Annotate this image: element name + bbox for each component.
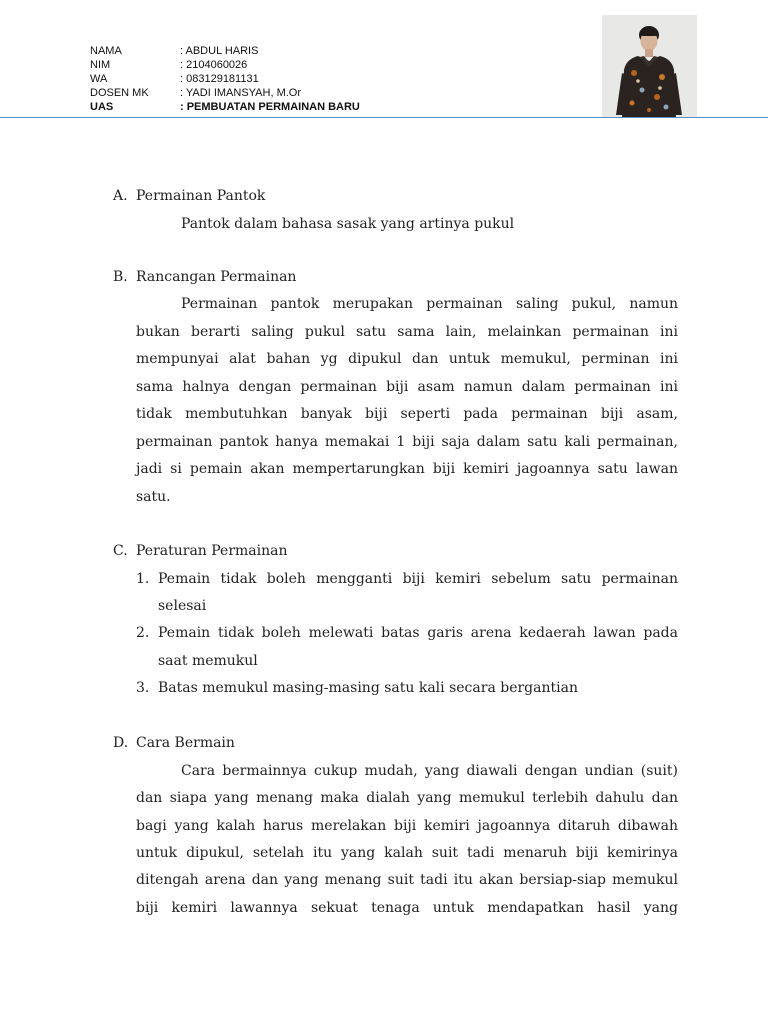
student-info-table <box>90 44 360 114</box>
section-b-line: permainan pantok hanya memakai 1 biji saja dalam satu kali permainan, <box>136 434 678 450</box>
section-b-line: Permainan pantok merupakan permainan saling pukul, namun <box>181 296 678 312</box>
section-d-title: Cara Bermain <box>136 735 235 751</box>
student-photo <box>602 15 697 118</box>
section-b-line: tidak membutuhkan banyak biji seperti pada permainan biji asam, <box>136 406 678 422</box>
rule-text: saat memukul <box>158 653 258 669</box>
info-value: : ABDUL HARIS <box>180 45 259 57</box>
section-d-line: untuk dipukul, setelah itu yang kalah suit tadi menaruh biji kemirinya <box>136 845 678 861</box>
header-divider <box>0 117 768 118</box>
section-b-line: satu. <box>136 489 171 505</box>
section-d-letter: D. <box>113 735 129 751</box>
info-label: UAS <box>90 101 114 113</box>
section-d-line: dan siapa yang menang maka dialah yang memukul terlebih dahulu dan <box>136 790 678 806</box>
document-header <box>0 0 768 118</box>
section-d-line: biji kemiri lawannya sekuat tenaga untuk mendapatkan hasil yang <box>136 900 678 916</box>
info-row-name <box>90 44 360 58</box>
section-a-title: Permainan Pantok <box>136 188 266 204</box>
section-b-line: bukan berarti saling pukul satu sama lain, melainkan permainan ini <box>136 324 678 340</box>
section-d-line: ditengah arena dan yang menang suit tadi itu akan bersiap-siap memukul <box>136 872 678 888</box>
info-row-nim <box>90 58 360 72</box>
info-value: : YADI IMANSYAH, M.Or <box>180 87 302 99</box>
rule-text: selesai <box>158 598 207 614</box>
section-b-line: sama halnya dengan permainan biji asam namun dalam permainan ini <box>136 379 678 395</box>
info-row-wa <box>90 72 360 86</box>
rule-number: 2. <box>136 625 150 641</box>
section-d-line: Cara bermainnya cukup mudah, yang diawali dengan undian (suit) <box>181 763 678 779</box>
section-c-title: Peraturan Permainan <box>136 543 288 559</box>
info-row-uas <box>90 100 360 114</box>
rule-number: 1. <box>136 571 150 587</box>
info-value: : PEMBUATAN PERMAINAN BARU <box>180 101 360 113</box>
info-row-dosen <box>90 86 360 100</box>
section-b-title: Rancangan Permainan <box>136 269 297 285</box>
rule-text: Pemain tidak boleh mengganti biji kemiri sebelum satu permainan <box>158 571 678 587</box>
rule-number: 3. <box>136 680 150 696</box>
section-a-letter: A. <box>113 188 128 204</box>
info-label: NIM <box>90 59 111 71</box>
info-label: NAMA <box>90 45 122 57</box>
rule-text: Batas memukul masing-masing satu kali secara bergantian <box>158 680 578 696</box>
rule-text: Pemain tidak boleh melewati batas garis arena kedaerah lawan pada <box>158 625 678 641</box>
section-c-letter: C. <box>113 543 128 559</box>
info-value: : 2104060026 <box>180 59 248 71</box>
info-label: WA <box>90 73 108 85</box>
section-a-text: Pantok dalam bahasa sasak yang artinya pukul <box>181 216 515 232</box>
section-d-line: bagi yang kalah harus merelakan biji kemiri jagoannya ditaruh dibawah <box>136 818 678 834</box>
section-b-line: mempunyai alat bahan yg dipukul dan untuk memukul, perminan ini <box>136 351 678 367</box>
person-photo-icon <box>602 15 697 118</box>
section-b-letter: B. <box>113 269 128 285</box>
info-value: : 083129181131 <box>180 73 259 85</box>
section-b-line: jadi si pemain akan mempertarungkan biji kemiri jagoannya satu lawan <box>136 461 678 477</box>
info-label: DOSEN MK <box>90 87 149 99</box>
